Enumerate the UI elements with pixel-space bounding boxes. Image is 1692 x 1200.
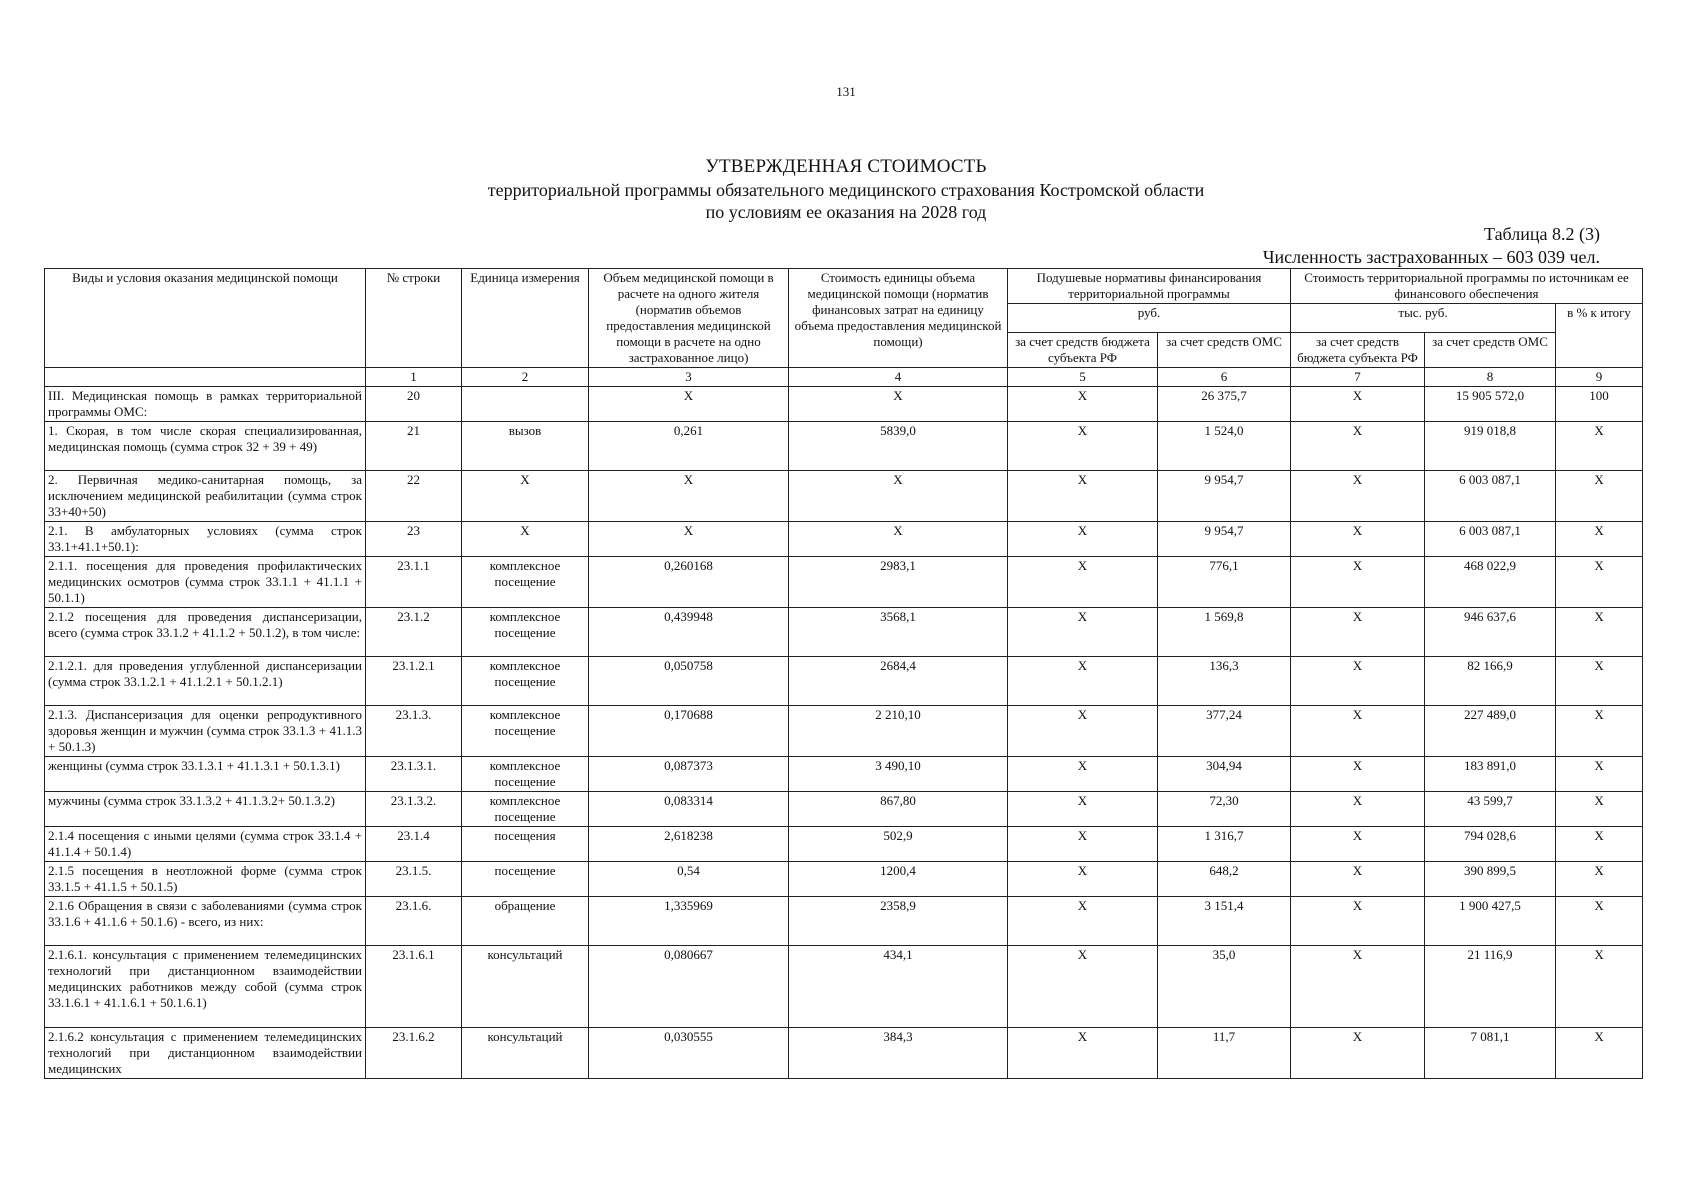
row-oms-cost-cell: 390 899,5 <box>1425 862 1556 897</box>
table-row <box>45 522 1643 557</box>
row-budget-rf-cell: X <box>1008 897 1158 946</box>
row-unit-cost-cell: 2 210,10 <box>789 706 1008 757</box>
row-volume-cell: X <box>589 471 789 522</box>
row-percent-cell: X <box>1556 608 1643 657</box>
row-name-cell: женщины (сумма строк 33.1.3.1 + 41.1.3.1 + 50.1.3.1) <box>45 757 366 792</box>
row-unit-cell: комплексное посещение <box>462 706 589 757</box>
row-number-cell: 23 <box>366 522 462 557</box>
row-volume-cell: 0,261 <box>589 422 789 471</box>
row-number-cell: 23.1.5. <box>366 862 462 897</box>
row-oms-cost-cell: 21 116,9 <box>1425 946 1556 1028</box>
row-oms-cell: 72,30 <box>1158 792 1291 827</box>
row-budget-rf-cell: X <box>1008 608 1158 657</box>
column-index-row <box>45 368 1643 387</box>
header-budget-rf-cost: за счет средств бюджета субъекта РФ <box>1291 333 1425 368</box>
row-oms-cost-cell: 15 905 572,0 <box>1425 387 1556 422</box>
column-index-cell: 8 <box>1425 368 1556 387</box>
header-thousand-rub: тыс. руб. <box>1291 304 1556 333</box>
row-budget-rf-cost-cell: X <box>1291 1028 1425 1079</box>
row-name-cell: 2.1.4 посещения с иными целями (сумма строк 33.1.4 + 41.1.4 + 50.1.4) <box>45 827 366 862</box>
row-budget-rf-cell: X <box>1008 657 1158 706</box>
row-unit-cell: комплексное посещение <box>462 557 589 608</box>
row-budget-rf-cell: X <box>1008 757 1158 792</box>
row-percent-cell: X <box>1556 706 1643 757</box>
row-volume-cell: 0,050758 <box>589 657 789 706</box>
row-volume-cell: X <box>589 387 789 422</box>
row-number-cell: 23.1.2.1 <box>366 657 462 706</box>
row-oms-cell: 1 316,7 <box>1158 827 1291 862</box>
header-percent-total: в % к итогу <box>1556 304 1643 368</box>
row-budget-rf-cost-cell: X <box>1291 827 1425 862</box>
row-budget-rf-cell: X <box>1008 827 1158 862</box>
row-budget-rf-cell: X <box>1008 471 1158 522</box>
page-number: 131 <box>836 84 856 99</box>
row-oms-cell: 304,94 <box>1158 757 1291 792</box>
row-oms-cost-cell: 468 022,9 <box>1425 557 1556 608</box>
table-row <box>45 946 1643 1028</box>
row-name-cell: III. Медицинская помощь в рамках территориальной программы ОМС: <box>45 387 366 422</box>
row-unit-cell: комплексное посещение <box>462 608 589 657</box>
row-volume-cell: 1,335969 <box>589 897 789 946</box>
row-budget-rf-cell: X <box>1008 422 1158 471</box>
insured-count: Численность застрахованных – 603 039 чел. <box>1262 247 1600 267</box>
row-percent-cell: X <box>1556 471 1643 522</box>
header-oms: за счет средств ОМС <box>1158 333 1291 368</box>
row-volume-cell: 0,260168 <box>589 557 789 608</box>
row-percent-cell: X <box>1556 1028 1643 1079</box>
row-percent-cell: 100 <box>1556 387 1643 422</box>
row-unit-cell: посещения <box>462 827 589 862</box>
row-percent-cell: X <box>1556 792 1643 827</box>
table-row <box>45 897 1643 946</box>
row-percent-cell: X <box>1556 657 1643 706</box>
row-number-cell: 23.1.3.2. <box>366 792 462 827</box>
table-row <box>45 757 1643 792</box>
row-oms-cost-cell: 7 081,1 <box>1425 1028 1556 1079</box>
column-index-cell: 2 <box>462 368 589 387</box>
row-unit-cell <box>462 387 589 422</box>
row-oms-cost-cell: 919 018,8 <box>1425 422 1556 471</box>
row-unit-cell: X <box>462 471 589 522</box>
row-name-cell: 2. Первичная медико-санитарная помощь, за исключением медицинской реабилитации (сумма строк 33+40+50) <box>45 471 366 522</box>
row-budget-rf-cell: X <box>1008 557 1158 608</box>
header-program-cost-group: Стоимость территориальной программы по источникам ее финансового обеспечения <box>1291 269 1643 304</box>
table-header <box>45 269 1643 387</box>
row-number-cell: 20 <box>366 387 462 422</box>
row-budget-rf-cost-cell: X <box>1291 471 1425 522</box>
row-percent-cell: X <box>1556 897 1643 946</box>
row-volume-cell: 0,439948 <box>589 608 789 657</box>
row-name-cell: 2.1.6.2 консультация с применением телемедицинских технологий при дистанционном взаимодействии медицинских <box>45 1028 366 1079</box>
row-number-cell: 23.1.6.2 <box>366 1028 462 1079</box>
row-unit-cost-cell: X <box>789 387 1008 422</box>
row-oms-cell: 26 375,7 <box>1158 387 1291 422</box>
column-index-cell: 5 <box>1008 368 1158 387</box>
row-number-cell: 23.1.3.1. <box>366 757 462 792</box>
row-number-cell: 23.1.2 <box>366 608 462 657</box>
row-unit-cell: комплексное посещение <box>462 792 589 827</box>
row-budget-rf-cost-cell: X <box>1291 422 1425 471</box>
row-volume-cell: 0,083314 <box>589 792 789 827</box>
table-row <box>45 657 1643 706</box>
row-oms-cost-cell: 43 599,7 <box>1425 792 1556 827</box>
table-row <box>45 792 1643 827</box>
document-title: УТВЕРЖДЕННАЯ СТОИМОСТЬ <box>705 156 987 177</box>
row-name-cell: 2.1.1. посещения для проведения профилактических медицинских осмотров (сумма строк 33.1.1 + 41.1.1 + 50.1.1) <box>45 557 366 608</box>
row-unit-cell: обращение <box>462 897 589 946</box>
row-name-cell: 2.1.2.1. для проведения углубленной диспансеризации (сумма строк 33.1.2.1 + 41.1.2.1 + 50.1.2.1) <box>45 657 366 706</box>
row-budget-rf-cost-cell: X <box>1291 557 1425 608</box>
row-name-cell: 2.1.3. Диспансеризация для оценки репродуктивного здоровья женщин и мужчин (сумма строк 33.1.3 + 41.1.3 + 50.1.3) <box>45 706 366 757</box>
row-unit-cost-cell: 5839,0 <box>789 422 1008 471</box>
row-number-cell: 23.1.6.1 <box>366 946 462 1028</box>
row-name-cell: 2.1. В амбулаторных условиях (сумма строк 33.1+41.1+50.1): <box>45 522 366 557</box>
row-unit-cost-cell: 3 490,10 <box>789 757 1008 792</box>
row-oms-cell: 9 954,7 <box>1158 471 1291 522</box>
row-oms-cost-cell: 1 900 427,5 <box>1425 897 1556 946</box>
row-percent-cell: X <box>1556 827 1643 862</box>
row-budget-rf-cell: X <box>1008 522 1158 557</box>
header-unit-cost: Стоимость единицы объема медицинской помощи (норматив финансовых затрат на единицу объема предоставления медицинской помощи) <box>789 269 1008 368</box>
row-budget-rf-cost-cell: X <box>1291 757 1425 792</box>
header-per-capita-group: Подушевые нормативы финансирования территориальной программы <box>1008 269 1291 304</box>
row-unit-cost-cell: 502,9 <box>789 827 1008 862</box>
row-oms-cell: 136,3 <box>1158 657 1291 706</box>
row-percent-cell: X <box>1556 757 1643 792</box>
table-body <box>45 387 1643 1079</box>
row-number-cell: 23.1.6. <box>366 897 462 946</box>
table-row <box>45 862 1643 897</box>
row-unit-cost-cell: X <box>789 471 1008 522</box>
row-oms-cell: 377,24 <box>1158 706 1291 757</box>
table-row <box>45 471 1643 522</box>
row-volume-cell: 0,030555 <box>589 1028 789 1079</box>
table-row <box>45 827 1643 862</box>
row-budget-rf-cost-cell: X <box>1291 862 1425 897</box>
row-number-cell: 22 <box>366 471 462 522</box>
row-percent-cell: X <box>1556 522 1643 557</box>
column-index-cell: 9 <box>1556 368 1643 387</box>
row-budget-rf-cost-cell: X <box>1291 897 1425 946</box>
row-name-cell: 2.1.6 Обращения в связи с заболеваниями (сумма строк 33.1.6 + 41.1.6 + 50.1.6) - всего, из них: <box>45 897 366 946</box>
row-oms-cost-cell: 82 166,9 <box>1425 657 1556 706</box>
row-unit-cell: комплексное посещение <box>462 657 589 706</box>
table-row <box>45 1028 1643 1079</box>
table-row <box>45 608 1643 657</box>
header-name: Виды и условия оказания медицинской помощи <box>45 269 366 368</box>
row-percent-cell: X <box>1556 946 1643 1028</box>
row-volume-cell: X <box>589 522 789 557</box>
header-oms-cost: за счет средств ОМС <box>1425 333 1556 368</box>
row-name-cell: 1. Скорая, в том числе скорая специализированная, медицинская помощь (сумма строк 32 + 39 + 49) <box>45 422 366 471</box>
row-unit-cost-cell: 1200,4 <box>789 862 1008 897</box>
table-row <box>45 706 1643 757</box>
row-percent-cell: X <box>1556 862 1643 897</box>
row-unit-cost-cell: 867,80 <box>789 792 1008 827</box>
row-percent-cell: X <box>1556 422 1643 471</box>
table-label: Таблица 8.2 (3) <box>1484 224 1600 244</box>
column-index-cell: 7 <box>1291 368 1425 387</box>
row-unit-cell: вызов <box>462 422 589 471</box>
row-number-cell: 21 <box>366 422 462 471</box>
row-number-cell: 23.1.4 <box>366 827 462 862</box>
cost-table <box>44 268 1643 1079</box>
row-unit-cost-cell: 2684,4 <box>789 657 1008 706</box>
header-volume: Объем медицинской помощи в расчете на одного жителя (норматив объемов предоставления медицинской помощи в расчете на одно застрахованное лицо) <box>589 269 789 368</box>
row-name-cell: мужчины (сумма строк 33.1.3.2 + 41.1.3.2+ 50.1.3.2) <box>45 792 366 827</box>
table-row <box>45 557 1643 608</box>
column-index-cell <box>45 368 366 387</box>
row-oms-cell: 9 954,7 <box>1158 522 1291 557</box>
row-number-cell: 23.1.1 <box>366 557 462 608</box>
row-oms-cost-cell: 183 891,0 <box>1425 757 1556 792</box>
row-volume-cell: 0,080667 <box>589 946 789 1028</box>
row-budget-rf-cost-cell: X <box>1291 657 1425 706</box>
row-oms-cell: 35,0 <box>1158 946 1291 1028</box>
row-budget-rf-cell: X <box>1008 1028 1158 1079</box>
row-volume-cell: 2,618238 <box>589 827 789 862</box>
row-unit-cost-cell: 3568,1 <box>789 608 1008 657</box>
row-oms-cell: 648,2 <box>1158 862 1291 897</box>
row-name-cell: 2.1.5 посещения в неотложной форме (сумма строк 33.1.5 + 41.1.5 + 50.1.5) <box>45 862 366 897</box>
column-index-cell: 6 <box>1158 368 1291 387</box>
document-subtitle-line2: по условиям ее оказания на 2028 год <box>705 202 987 222</box>
table-row <box>45 387 1643 422</box>
row-oms-cost-cell: 946 637,6 <box>1425 608 1556 657</box>
row-volume-cell: 0,54 <box>589 862 789 897</box>
row-unit-cell: комплексное посещение <box>462 757 589 792</box>
row-oms-cost-cell: 6 003 087,1 <box>1425 471 1556 522</box>
row-budget-rf-cell: X <box>1008 387 1158 422</box>
row-unit-cost-cell: 384,3 <box>789 1028 1008 1079</box>
column-index-cell: 1 <box>366 368 462 387</box>
row-number-cell: 23.1.3. <box>366 706 462 757</box>
column-index-cell: 4 <box>789 368 1008 387</box>
row-budget-rf-cell: X <box>1008 862 1158 897</box>
column-index-cell: 3 <box>589 368 789 387</box>
header-budget-rf: за счет средств бюджета субъекта РФ <box>1008 333 1158 368</box>
header-row-number: № строки <box>366 269 462 368</box>
row-percent-cell: X <box>1556 557 1643 608</box>
row-unit-cell: консультаций <box>462 1028 589 1079</box>
row-oms-cost-cell: 794 028,6 <box>1425 827 1556 862</box>
row-name-cell: 2.1.6.1. консультация с применением телемедицинских технологий при дистанционном взаимодействии медицинских работников между собой (сумма строк 33.1.6.1 + 41.1.6.1 + 50.1.6.1) <box>45 946 366 1028</box>
row-budget-rf-cell: X <box>1008 792 1158 827</box>
row-unit-cost-cell: 2983,1 <box>789 557 1008 608</box>
row-oms-cost-cell: 6 003 087,1 <box>1425 522 1556 557</box>
row-budget-rf-cell: X <box>1008 946 1158 1028</box>
row-oms-cell: 1 524,0 <box>1158 422 1291 471</box>
row-name-cell: 2.1.2 посещения для проведения диспансеризации, всего (сумма строк 33.1.2 + 41.1.2 + 50.1.2), в том числе: <box>45 608 366 657</box>
row-unit-cell: консультаций <box>462 946 589 1028</box>
row-unit-cost-cell: 434,1 <box>789 946 1008 1028</box>
row-budget-rf-cost-cell: X <box>1291 387 1425 422</box>
row-budget-rf-cost-cell: X <box>1291 522 1425 557</box>
document-subtitle-line1: территориальной программы обязательного медицинского страхования Костромской области <box>487 180 1205 200</box>
row-oms-cell: 776,1 <box>1158 557 1291 608</box>
row-oms-cost-cell: 227 489,0 <box>1425 706 1556 757</box>
row-unit-cell: X <box>462 522 589 557</box>
header-unit: Единица измерения <box>462 269 589 368</box>
row-oms-cell: 3 151,4 <box>1158 897 1291 946</box>
row-unit-cost-cell: 2358,9 <box>789 897 1008 946</box>
row-budget-rf-cost-cell: X <box>1291 608 1425 657</box>
row-oms-cell: 11,7 <box>1158 1028 1291 1079</box>
row-budget-rf-cell: X <box>1008 706 1158 757</box>
row-oms-cell: 1 569,8 <box>1158 608 1291 657</box>
row-unit-cell: посещение <box>462 862 589 897</box>
row-volume-cell: 0,170688 <box>589 706 789 757</box>
row-volume-cell: 0,087373 <box>589 757 789 792</box>
row-budget-rf-cost-cell: X <box>1291 792 1425 827</box>
row-budget-rf-cost-cell: X <box>1291 706 1425 757</box>
table-row <box>45 422 1643 471</box>
row-unit-cost-cell: X <box>789 522 1008 557</box>
header-rub: руб. <box>1008 304 1291 333</box>
row-budget-rf-cost-cell: X <box>1291 946 1425 1028</box>
